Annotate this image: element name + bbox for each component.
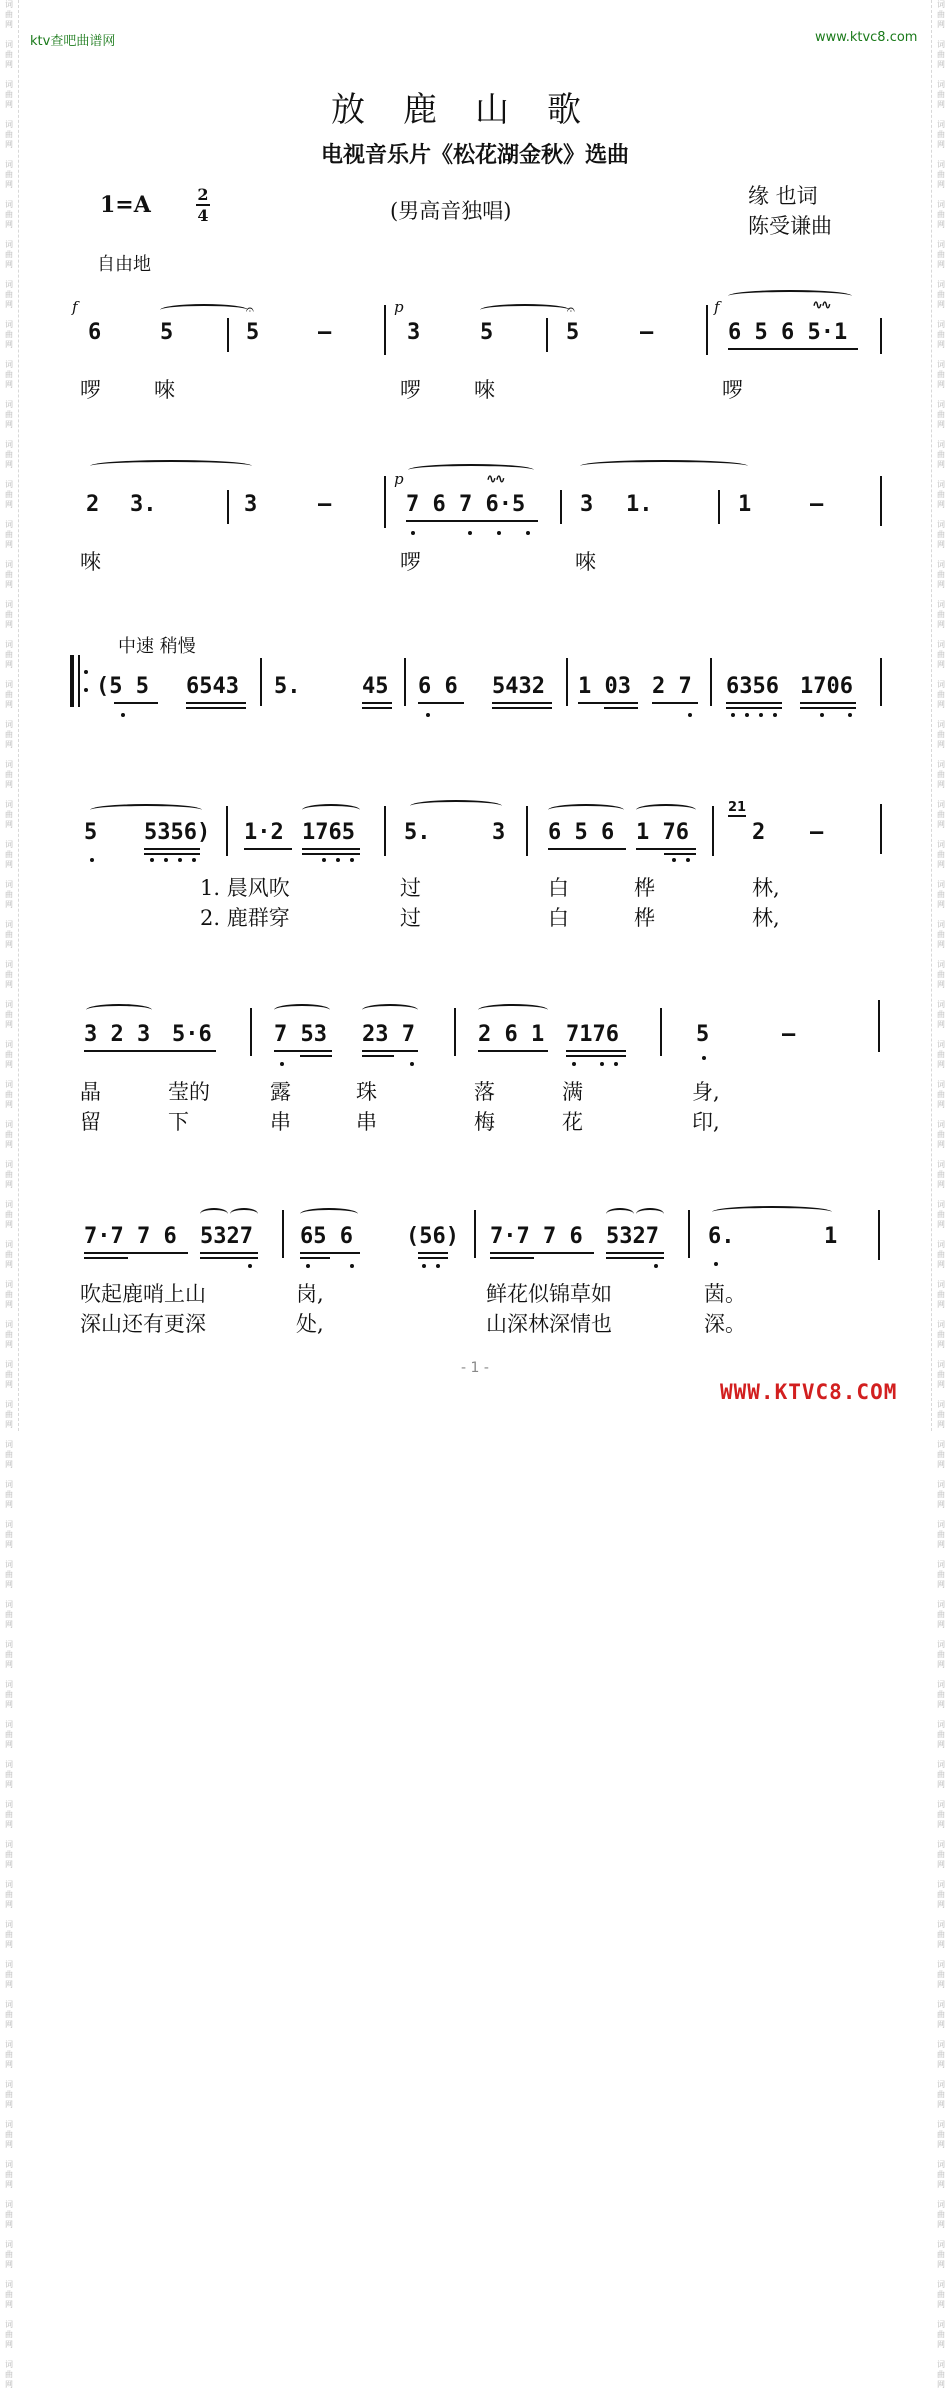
underline <box>84 1050 216 1053</box>
barline <box>712 806 714 856</box>
barline <box>454 1008 456 1056</box>
lyric: 深。 <box>704 1312 746 1336</box>
underline <box>606 1252 664 1255</box>
slur <box>478 1004 548 1016</box>
note-group: 7·7 7 6 <box>84 1224 177 1249</box>
underline <box>300 1252 360 1255</box>
note: 5 <box>84 820 98 845</box>
slur <box>90 460 252 472</box>
lyric: 啰 <box>400 378 421 402</box>
slur <box>200 1208 228 1220</box>
dash: – <box>782 1022 796 1047</box>
note: 5 <box>566 320 580 345</box>
fermata-icon: 𝄐 <box>246 302 254 318</box>
note-group: 1706 <box>800 674 853 699</box>
lyric: 啰 <box>80 378 101 402</box>
note-group: 7 53 <box>274 1022 327 1047</box>
underline <box>548 848 626 851</box>
note-group: 6 5 6 5·1 <box>728 320 848 345</box>
barline <box>560 490 562 524</box>
low-dot <box>422 1264 426 1268</box>
dash: – <box>810 820 824 845</box>
low-dot <box>686 858 690 862</box>
note-group: 7176 <box>566 1022 619 1047</box>
note: 3 <box>492 820 506 845</box>
underline <box>606 1257 664 1260</box>
note-group: 7 6 7 6·5 <box>406 492 526 517</box>
lyric: 串 <box>270 1110 291 1134</box>
note-group: 2 7 <box>652 674 692 699</box>
note-group: 45 <box>362 674 389 699</box>
slur <box>362 1004 418 1016</box>
underline <box>406 520 538 523</box>
note-group: 6 5 6 <box>548 820 615 845</box>
time-bottom: 4 <box>197 206 209 225</box>
tempo-free: 自由地 <box>97 254 151 275</box>
slur <box>300 1208 358 1220</box>
lyricist-credit: 缘 也词 <box>748 184 818 208</box>
site-name-left[interactable]: ktv查吧曲谱网 <box>30 34 116 49</box>
note: 3 <box>244 492 258 517</box>
barline <box>706 305 708 355</box>
underline <box>362 1050 418 1053</box>
underline <box>478 1050 548 1053</box>
dash: – <box>318 320 332 345</box>
underline <box>800 702 856 705</box>
underline <box>302 853 360 856</box>
underline <box>418 702 464 705</box>
barline <box>880 658 882 706</box>
underline <box>726 707 782 710</box>
lyric: 桦 <box>634 876 655 900</box>
barline <box>878 1210 880 1260</box>
low-dot <box>688 713 692 717</box>
note-group: (56) <box>406 1224 459 1249</box>
low-dot <box>654 1264 658 1268</box>
barline <box>718 490 720 524</box>
barline <box>384 476 386 528</box>
note: 1 <box>738 492 752 517</box>
song-subtitle: 电视音乐片《松花湖金秋》选曲 <box>320 142 629 168</box>
underline <box>492 702 552 705</box>
note-group: 5432 <box>492 674 545 699</box>
song-title: 放鹿山歌 <box>331 90 619 130</box>
slur <box>728 290 852 302</box>
lyric: 处, <box>296 1312 324 1336</box>
underline <box>490 1257 534 1260</box>
underline <box>728 348 858 351</box>
low-dot <box>90 858 94 862</box>
note: 5 <box>480 320 494 345</box>
note-group: 6 6 <box>418 674 458 699</box>
low-dot <box>248 1264 252 1268</box>
underline <box>84 1252 188 1255</box>
underline <box>492 707 552 710</box>
underline <box>244 848 292 851</box>
note-group: 5327 <box>606 1224 659 1249</box>
slur <box>274 1004 330 1016</box>
lyric: 留 <box>80 1110 101 1134</box>
repeat-start-barline <box>70 655 74 707</box>
dynamic-piano: p <box>394 298 404 316</box>
low-dot <box>526 531 530 535</box>
note-group: 1765 <box>302 820 355 845</box>
barline <box>474 1210 476 1258</box>
barline <box>384 305 386 355</box>
underline <box>144 848 200 851</box>
barline <box>227 490 229 524</box>
underline <box>300 1257 330 1260</box>
note: 2 <box>752 820 766 845</box>
note: 2 <box>86 492 100 517</box>
slur <box>636 804 696 816</box>
underline <box>362 707 392 710</box>
barline <box>660 1008 662 1056</box>
underline <box>800 707 856 710</box>
note-group: 3 2 3 <box>84 1022 151 1047</box>
lyric: 啰 <box>722 378 743 402</box>
composer-credit: 陈受谦曲 <box>748 214 832 238</box>
underline <box>652 702 698 705</box>
low-dot <box>426 713 430 717</box>
note: 5 <box>246 320 260 345</box>
low-dot <box>336 858 340 862</box>
low-dot <box>306 1264 310 1268</box>
low-dot <box>192 858 196 862</box>
underline <box>566 1055 626 1058</box>
note: 5 <box>160 320 174 345</box>
underline <box>274 1050 332 1053</box>
barline <box>226 806 228 856</box>
low-dot <box>322 858 326 862</box>
lyric: 唻 <box>575 550 596 574</box>
barline <box>404 658 406 706</box>
barline <box>282 1210 284 1258</box>
low-dot <box>468 531 472 535</box>
barline <box>384 806 386 856</box>
slur <box>230 1208 258 1220</box>
lyric: 梅 <box>474 1110 495 1134</box>
lyric: 唻 <box>80 550 101 574</box>
lyric: 晶 <box>80 1080 101 1104</box>
note-group: 1 76 <box>636 820 689 845</box>
low-dot <box>280 1062 284 1066</box>
underline <box>418 1257 448 1260</box>
note-group: 65 6 <box>300 1224 353 1249</box>
barline <box>227 318 229 352</box>
underline <box>566 1050 626 1053</box>
note: 1 <box>824 1224 838 1249</box>
lyric: 身, <box>692 1080 720 1104</box>
right-watermark-strip: 词 曲 网 词 曲 网 词 曲 网 词 曲 网 词 曲 网 词 曲 网 词 曲 网 词 曲 网 词 曲 网 词 曲 网 词 曲 网 词 曲 网 词 曲 网 词 曲 网 词 曲 网 词 曲 网 词 曲 网 词 曲 网 词 曲 网 词 曲 网 词 曲 网 词 曲 网 词 曲 网 词 曲 网 词 曲 网 词 曲 网 词 曲 网 词 曲 网 词 曲 网 词 曲 网 词 曲 网 词 曲 网 词 曲 网 词 曲 网 词 曲 网 词 曲 网 词 曲 网 词 曲 网 词 曲 网 词 曲 网 词 曲 网 词 曲 网 词 曲 网 词 曲 网 词 曲 网 词 曲 网 词 曲 网 词 曲 网 词 曲 网 词 曲 网 词 曲 网 词 曲 网 词 曲 网 词 曲 网 词 曲 网 词 曲 网 词 曲 网 词 曲 网 词 曲 网 词 曲 网 <box>931 0 950 1431</box>
lyric: 落 <box>474 1080 495 1104</box>
underline <box>664 853 696 856</box>
time-top: 2 <box>197 185 209 204</box>
lyric: 下 <box>168 1110 189 1134</box>
barline <box>250 1008 252 1056</box>
slur <box>636 1208 664 1220</box>
underline <box>490 1252 594 1255</box>
underline <box>604 707 638 710</box>
note-group: 5356) <box>144 820 211 845</box>
barline <box>566 658 568 706</box>
note-group: (5 5 <box>96 674 149 699</box>
underline <box>200 1252 258 1255</box>
barline <box>546 318 548 352</box>
underline <box>362 1055 394 1058</box>
note-group: 1 03 <box>578 674 631 699</box>
low-dot <box>672 858 676 862</box>
dynamic-piano: p <box>394 470 404 488</box>
note: 5. <box>404 820 431 845</box>
slur <box>480 304 570 316</box>
low-dot <box>759 713 763 717</box>
underline <box>302 848 360 851</box>
low-dot <box>178 858 182 862</box>
underline <box>636 848 696 851</box>
note: 1. <box>626 492 653 517</box>
dash: – <box>810 492 824 517</box>
repeat-dot <box>84 670 88 674</box>
lyric: 啰 <box>400 550 421 574</box>
key-signature: 1=A <box>100 192 151 218</box>
lyric: 串 <box>356 1110 377 1134</box>
lyric: 珠 <box>356 1080 377 1104</box>
underline <box>186 702 246 705</box>
barline <box>260 658 262 706</box>
note-group: 1·2 <box>244 820 284 845</box>
low-dot <box>350 1264 354 1268</box>
barline <box>878 1000 880 1052</box>
note-group: 2 6 1 <box>478 1022 545 1047</box>
note-group: 5327 <box>200 1224 253 1249</box>
underline <box>362 702 392 705</box>
note: 5 <box>696 1022 710 1047</box>
note: 5. <box>274 674 301 699</box>
low-dot <box>436 1264 440 1268</box>
lyric: 唻 <box>154 378 175 402</box>
grace-notes: 21 <box>728 800 747 815</box>
underline <box>578 702 638 705</box>
lyric: 露 <box>270 1080 291 1104</box>
slur <box>606 1208 634 1220</box>
page-number: - 1 - <box>461 1360 489 1376</box>
dash: – <box>318 492 332 517</box>
underline <box>84 1257 128 1260</box>
lyric: 过 <box>400 906 421 930</box>
slur <box>548 804 624 816</box>
low-dot <box>350 858 354 862</box>
note: 3 <box>580 492 594 517</box>
low-dot <box>745 713 749 717</box>
repeat-dot <box>84 688 88 692</box>
underline <box>200 1257 258 1260</box>
barline <box>688 1210 690 1258</box>
low-dot <box>614 1062 618 1066</box>
note: 3 <box>407 320 421 345</box>
note-group: 6543 <box>186 674 239 699</box>
slur <box>410 800 502 812</box>
lyric: 白 <box>548 876 569 900</box>
lyric: 桦 <box>634 906 655 930</box>
lyric: 2. 鹿群穿 <box>200 906 290 930</box>
mordent-icon: ∿∿ <box>812 298 830 313</box>
lyric: 深山还有更深 <box>80 1312 206 1336</box>
slur <box>86 1004 152 1016</box>
underline <box>300 1055 332 1058</box>
left-watermark-strip: 词 曲 网 词 曲 网 词 曲 网 词 曲 网 词 曲 网 词 曲 网 词 曲 网 词 曲 网 词 曲 网 词 曲 网 词 曲 网 词 曲 网 词 曲 网 词 曲 网 词 曲 网 词 曲 网 词 曲 网 词 曲 网 词 曲 网 词 曲 网 词 曲 网 词 曲 网 词 曲 网 词 曲 网 词 曲 网 词 曲 网 词 曲 网 词 曲 网 词 曲 网 词 曲 网 词 曲 网 词 曲 网 词 曲 网 词 曲 网 词 曲 网 词 曲 网 词 曲 网 词 曲 网 词 曲 网 词 曲 网 词 曲 网 词 曲 网 词 曲 网 词 曲 网 词 曲 网 词 曲 网 词 曲 网 词 曲 网 词 曲 网 词 曲 网 词 曲 网 词 曲 网 词 曲 网 词 曲 网 词 曲 网 词 曲 网 词 曲 网 词 曲 网 词 曲 网 词 曲 网 <box>0 0 19 1431</box>
lyric: 唻 <box>474 378 495 402</box>
underline <box>726 702 782 705</box>
note: 6. <box>708 1224 735 1249</box>
low-dot <box>773 713 777 717</box>
note: 3. <box>130 492 157 517</box>
low-dot <box>820 713 824 717</box>
low-dot <box>164 858 168 862</box>
mordent-icon: ∿∿ <box>486 472 504 487</box>
slur <box>580 460 748 472</box>
underline <box>186 707 246 710</box>
lyric: 茵。 <box>704 1282 746 1306</box>
voice-type: (男高音独唱) <box>390 199 512 223</box>
lyric: 花 <box>562 1110 583 1134</box>
underline <box>114 702 158 705</box>
lyric: 山深林深情也 <box>486 1312 612 1336</box>
dynamic-forte: f <box>714 298 720 316</box>
barline <box>880 476 882 526</box>
low-dot <box>497 531 501 535</box>
lyric: 过 <box>400 876 421 900</box>
note-group: 5·6 <box>172 1022 212 1047</box>
grace-underline <box>728 815 746 818</box>
fermata-icon: 𝄐 <box>567 302 575 318</box>
slur <box>302 804 360 816</box>
lyric: 印, <box>692 1110 720 1134</box>
low-dot <box>714 1262 718 1266</box>
dash: – <box>640 320 654 345</box>
lyric: 白 <box>548 906 569 930</box>
low-dot <box>121 713 125 717</box>
note-group: 6356 <box>726 674 779 699</box>
barline <box>526 806 528 856</box>
site-url-right[interactable]: www.ktvc8.com <box>815 30 918 45</box>
underline <box>144 853 200 856</box>
low-dot <box>731 713 735 717</box>
lyric: 林, <box>752 906 780 930</box>
lyric: 满 <box>562 1080 583 1104</box>
underline <box>418 1252 448 1255</box>
dynamic-forte: f <box>72 298 78 316</box>
barline <box>710 658 712 706</box>
note-group: 7·7 7 6 <box>490 1224 583 1249</box>
note: 6 <box>88 320 102 345</box>
lyric: 吹起鹿哨上山 <box>80 1282 206 1306</box>
lyric: 莹的 <box>168 1080 210 1104</box>
low-dot <box>150 858 154 862</box>
lyric: 林, <box>752 876 780 900</box>
tempo-medium: 中速 稍慢 <box>118 636 196 657</box>
lyric: 鲜花似锦草如 <box>486 1282 612 1306</box>
repeat-start-barline <box>78 655 80 707</box>
time-signature <box>196 186 210 224</box>
footer-logo[interactable]: WWW.KTVC8.COM <box>720 1380 898 1404</box>
lyric: 1. 晨风吹 <box>200 876 290 900</box>
low-dot <box>702 1056 706 1060</box>
slur <box>408 464 534 476</box>
note-group: 23 7 <box>362 1022 415 1047</box>
low-dot <box>600 1062 604 1066</box>
low-dot <box>572 1062 576 1066</box>
low-dot <box>410 1062 414 1066</box>
low-dot <box>848 713 852 717</box>
barline <box>880 318 882 354</box>
low-dot <box>411 531 415 535</box>
slur <box>712 1206 832 1218</box>
slur <box>160 304 248 316</box>
barline <box>880 804 882 854</box>
lyric: 岗, <box>296 1282 324 1306</box>
slur <box>90 804 202 816</box>
